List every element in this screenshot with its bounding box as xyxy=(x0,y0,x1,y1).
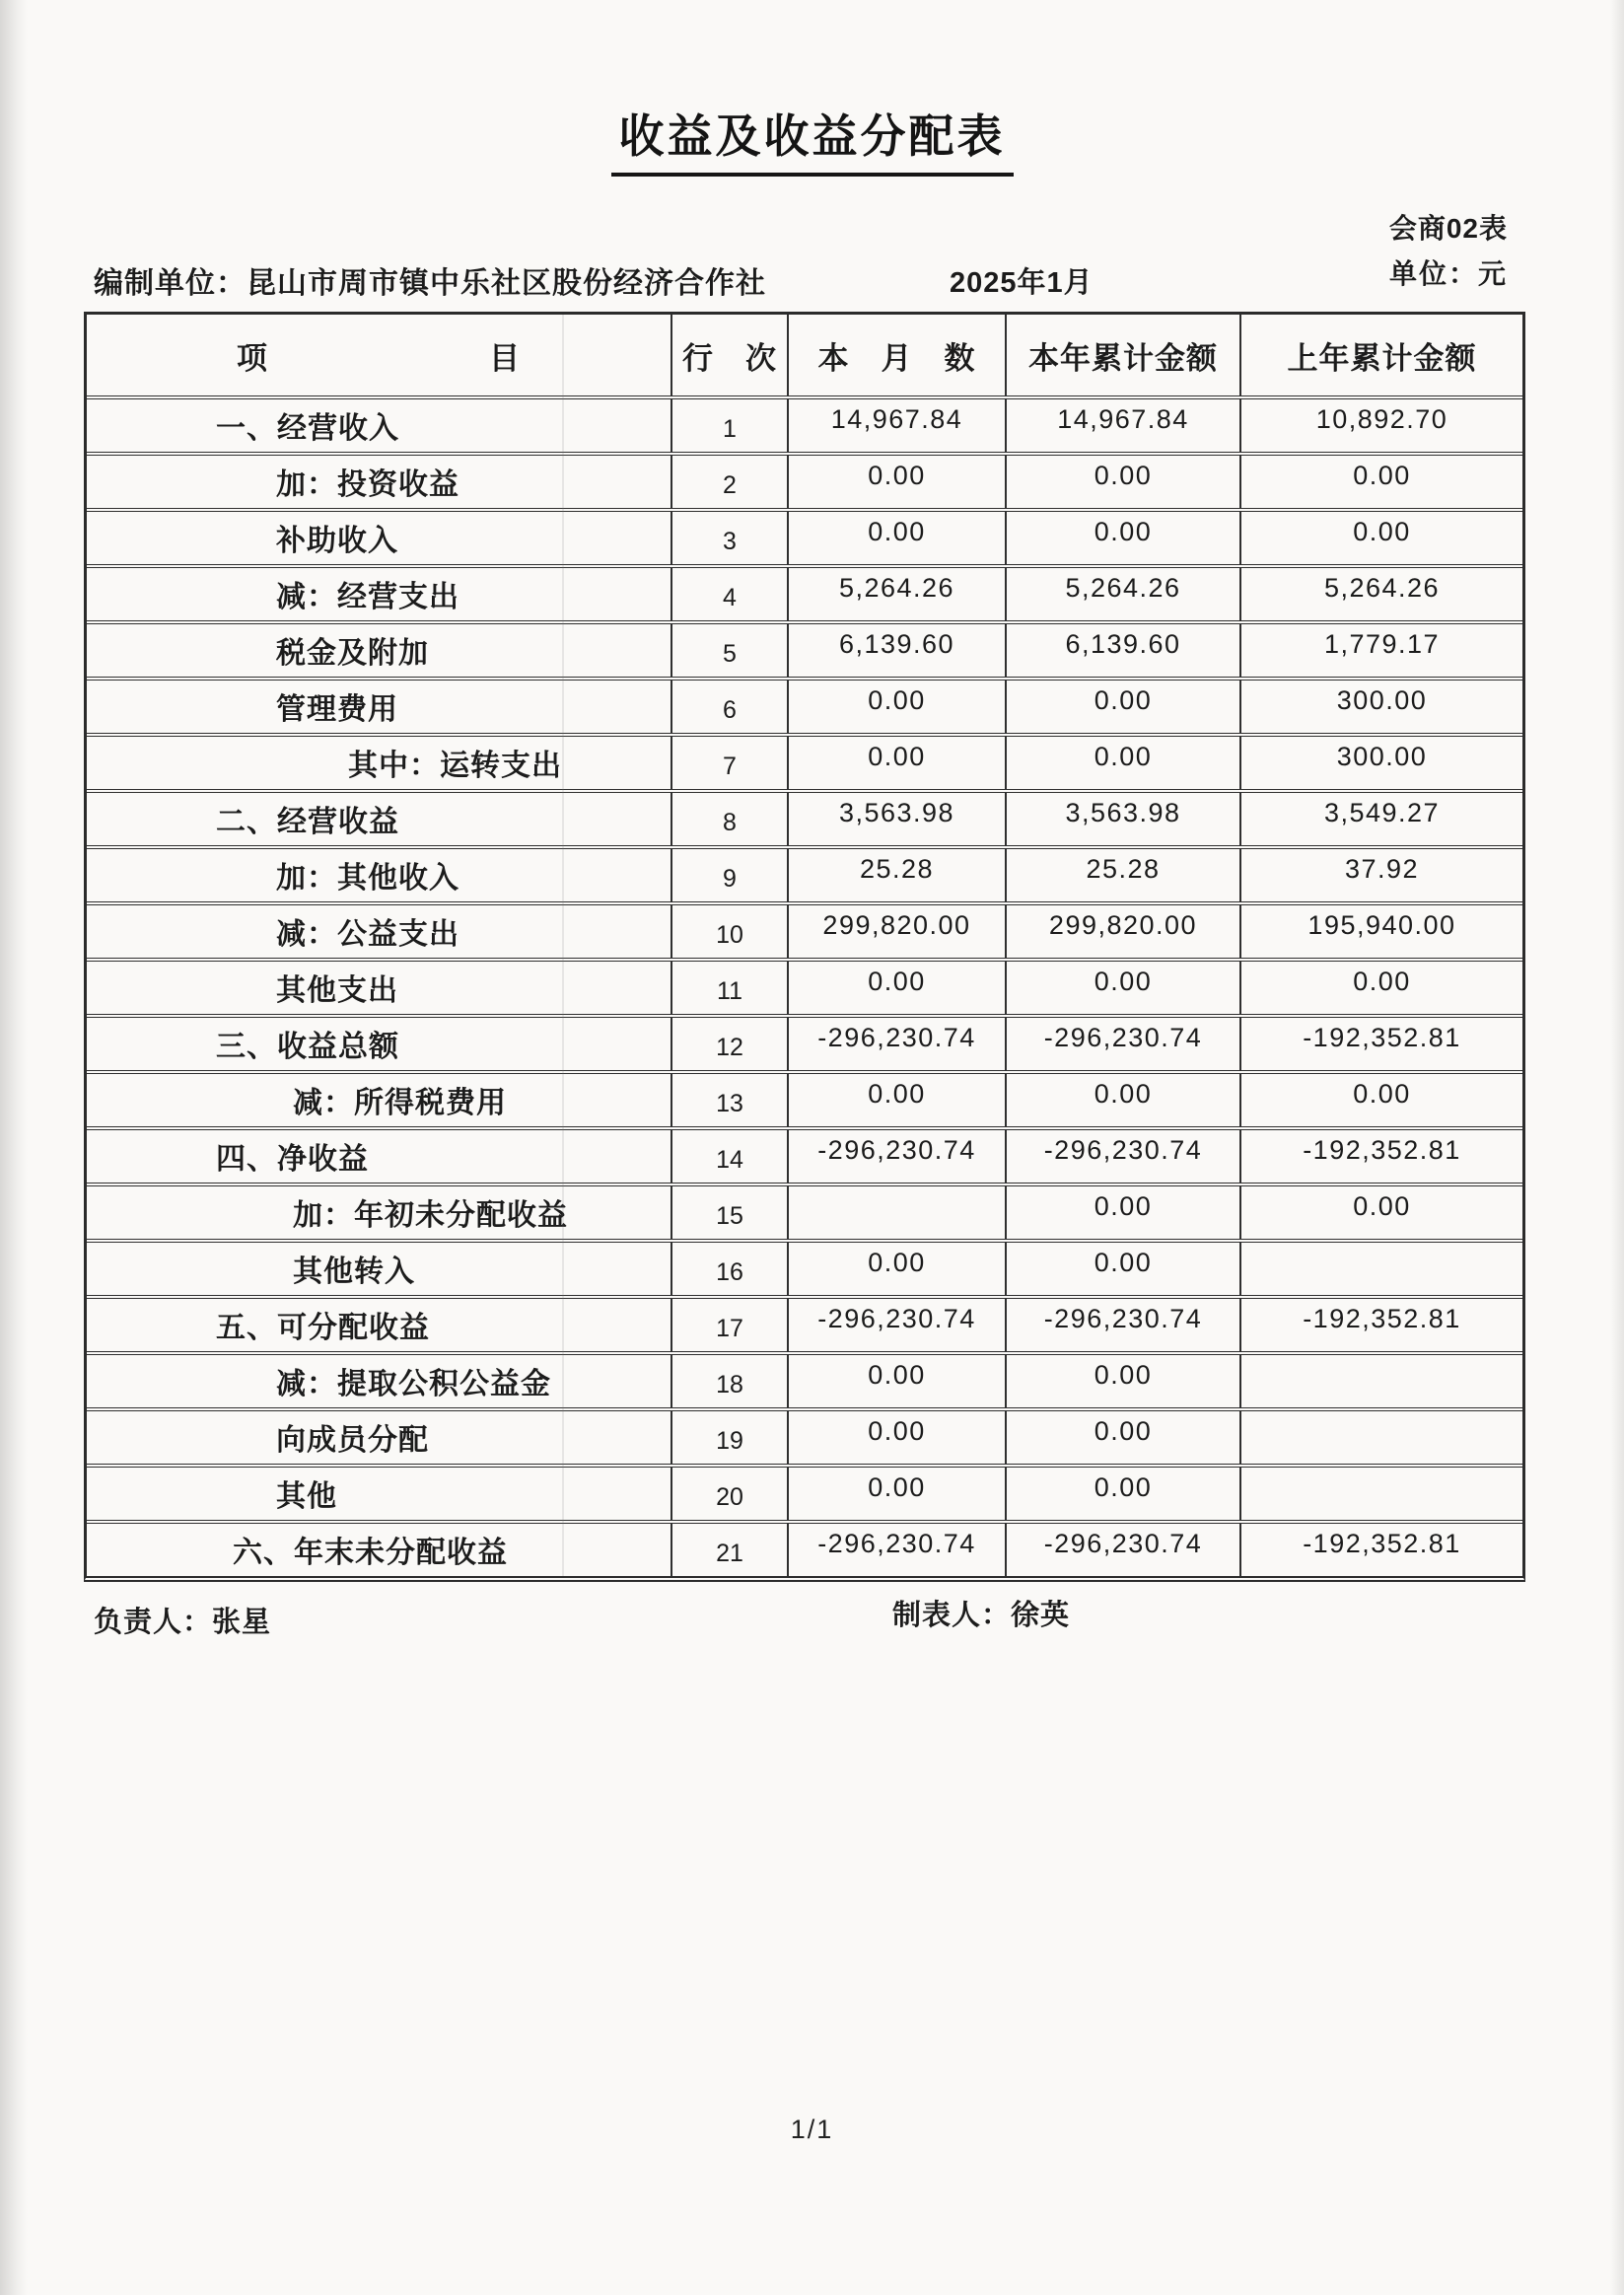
row-month-value: 0.00 xyxy=(868,742,926,771)
row-label: 加：投资收益 xyxy=(276,468,459,501)
row-prev-year-value: -192,352.81 xyxy=(1303,1135,1461,1165)
row-year-value: 0.00 xyxy=(1094,1191,1153,1221)
row-prev-year-value: 37.92 xyxy=(1344,854,1420,884)
row-month-value: 299,820.00 xyxy=(822,910,971,940)
report-title: 收益及收益分配表 xyxy=(611,101,1014,177)
table-row xyxy=(87,1014,1522,1070)
row-month-value: 6,139.60 xyxy=(838,629,955,659)
row-label: 其中：运转支出 xyxy=(348,750,562,782)
row-year-value: 0.00 xyxy=(1094,1079,1153,1109)
row-label: 其他转入 xyxy=(293,1255,415,1288)
row-prev-year-value: 0.00 xyxy=(1353,967,1411,996)
header-line-no: 行 次 xyxy=(671,315,787,395)
table-row xyxy=(87,620,1522,677)
row-label: 其他支出 xyxy=(276,974,398,1007)
table-row xyxy=(87,564,1522,620)
header-year-total: 本年累计金额 xyxy=(1005,315,1239,395)
row-year-value: -296,230.74 xyxy=(1043,1304,1203,1333)
row-month-value: 5,264.26 xyxy=(838,573,955,603)
row-line-number: 11 xyxy=(717,977,742,1005)
row-month-value: 0.00 xyxy=(868,1416,926,1446)
row-line-number: 20 xyxy=(716,1483,743,1511)
row-label: 加：年初未分配收益 xyxy=(293,1199,568,1232)
row-line-number: 5 xyxy=(723,640,737,668)
row-year-value: 0.00 xyxy=(1094,967,1153,996)
header-prev-year-total: 上年累计金额 xyxy=(1239,315,1522,395)
row-month-value: -296,230.74 xyxy=(817,1023,976,1052)
row-year-value: 3,563.98 xyxy=(1065,798,1181,827)
row-label: 税金及附加 xyxy=(276,637,429,670)
row-label: 其他 xyxy=(276,1480,337,1513)
row-month-value: 25.28 xyxy=(859,854,935,884)
row-label: 减：公益支出 xyxy=(276,918,459,951)
row-line-number: 4 xyxy=(723,584,737,611)
row-prev-year-value: 10,892.70 xyxy=(1315,404,1448,434)
row-prev-year-value: -192,352.81 xyxy=(1303,1304,1461,1333)
table-row xyxy=(87,845,1522,901)
row-line-number: 15 xyxy=(716,1202,743,1230)
row-line-number: 16 xyxy=(716,1258,743,1286)
row-month-value: 0.00 xyxy=(868,1472,926,1502)
row-label: 向成员分配 xyxy=(276,1424,429,1457)
row-year-value: 0.00 xyxy=(1094,1248,1153,1277)
row-year-value: 0.00 xyxy=(1094,517,1153,546)
row-prev-year-value: 1,779.17 xyxy=(1323,629,1441,659)
row-prev-year-value: 195,940.00 xyxy=(1307,910,1456,940)
row-line-number: 13 xyxy=(716,1090,743,1117)
row-prev-year-value: -192,352.81 xyxy=(1303,1529,1461,1558)
row-line-number: 19 xyxy=(716,1427,743,1455)
scan-edge-shadow-left xyxy=(0,0,28,2295)
row-month-value: 0.00 xyxy=(868,685,926,715)
row-year-value: -296,230.74 xyxy=(1043,1135,1203,1165)
table-header-row xyxy=(87,315,1522,395)
row-line-number: 7 xyxy=(723,753,737,780)
table-row xyxy=(87,958,1522,1014)
row-line-number: 10 xyxy=(716,921,743,949)
report-title-wrap xyxy=(0,101,1624,177)
table-row xyxy=(87,452,1522,508)
row-label: 四、净收益 xyxy=(216,1143,369,1176)
table-preparer: 制表人：徐英 xyxy=(892,1600,1071,1631)
row-line-number: 2 xyxy=(723,471,737,499)
row-prev-year-value: 0.00 xyxy=(1353,1079,1411,1109)
table-row xyxy=(87,1351,1522,1407)
row-year-value: -296,230.74 xyxy=(1043,1023,1203,1052)
row-line-number: 1 xyxy=(723,415,737,443)
row-month-value: 0.00 xyxy=(868,517,926,546)
row-prev-year-value: 0.00 xyxy=(1353,517,1411,546)
row-year-value: 6,139.60 xyxy=(1065,629,1181,659)
row-label: 一、经营收入 xyxy=(216,412,399,445)
row-line-number: 21 xyxy=(716,1540,743,1567)
row-year-value: 0.00 xyxy=(1094,1472,1153,1502)
row-label: 补助收入 xyxy=(276,525,398,557)
row-month-value: -296,230.74 xyxy=(817,1529,976,1558)
responsible-person: 负责人：张星 xyxy=(94,1607,272,1638)
row-month-value: 14,967.84 xyxy=(830,404,963,434)
row-label: 加：其他收入 xyxy=(276,862,459,895)
row-year-value: 25.28 xyxy=(1086,854,1161,884)
currency-unit: 单位：元 xyxy=(1388,258,1508,289)
row-line-number: 12 xyxy=(716,1034,743,1061)
row-prev-year-value: -192,352.81 xyxy=(1303,1023,1461,1052)
table-row xyxy=(87,1239,1522,1295)
row-year-value: 0.00 xyxy=(1094,461,1153,490)
row-month-value: 0.00 xyxy=(868,1360,926,1390)
row-year-value: 14,967.84 xyxy=(1057,404,1189,434)
table-row xyxy=(87,733,1522,789)
row-line-number: 14 xyxy=(716,1146,743,1174)
row-year-value: 0.00 xyxy=(1094,1360,1153,1390)
row-year-value: 0.00 xyxy=(1094,742,1153,771)
row-year-value: 5,264.26 xyxy=(1065,573,1181,603)
row-prev-year-value: 300.00 xyxy=(1336,742,1428,771)
table-row xyxy=(87,1295,1522,1351)
row-label: 三、收益总额 xyxy=(216,1031,399,1063)
page-number: 1/1 xyxy=(790,2115,834,2144)
row-month-value: 3,563.98 xyxy=(838,798,955,827)
row-year-value: 0.00 xyxy=(1094,1416,1153,1446)
table-row xyxy=(87,1520,1522,1576)
table-body xyxy=(87,395,1522,1576)
row-month-value: 0.00 xyxy=(868,967,926,996)
row-label: 五、可分配收益 xyxy=(216,1312,430,1344)
table-row xyxy=(87,901,1522,958)
table-row xyxy=(87,508,1522,564)
row-prev-year-value: 300.00 xyxy=(1336,685,1428,715)
row-label: 管理费用 xyxy=(276,693,398,726)
row-label: 减：经营支出 xyxy=(276,581,459,613)
row-prev-year-value: 3,549.27 xyxy=(1323,798,1441,827)
income-distribution-table xyxy=(84,312,1525,1582)
prepared-by: 编制单位：昆山市周市镇中乐社区股份经济合作社 xyxy=(94,267,766,300)
table-row xyxy=(87,1464,1522,1520)
row-prev-year-value: 0.00 xyxy=(1353,461,1411,490)
row-prev-year-value: 0.00 xyxy=(1353,1191,1411,1221)
scan-crease-line xyxy=(562,315,564,1576)
row-year-value: 0.00 xyxy=(1094,685,1153,715)
header-current-month: 本 月 数 xyxy=(787,315,1005,395)
header-item: 项 目 xyxy=(237,340,521,376)
table-row xyxy=(87,1407,1522,1464)
table-row xyxy=(87,1070,1522,1126)
row-month-value: 0.00 xyxy=(868,1248,926,1277)
row-prev-year-value: 5,264.26 xyxy=(1323,573,1441,603)
row-label: 减：所得税费用 xyxy=(293,1087,507,1119)
table-row xyxy=(87,789,1522,845)
row-line-number: 18 xyxy=(716,1371,743,1399)
scan-edge-shadow-right xyxy=(1610,0,1624,2295)
row-month-value: 0.00 xyxy=(868,1079,926,1109)
report-period: 2025年1月 xyxy=(950,267,1094,299)
row-line-number: 9 xyxy=(723,865,737,893)
row-month-value: -296,230.74 xyxy=(817,1304,976,1333)
row-label: 六、年末未分配收益 xyxy=(233,1537,508,1569)
table-row xyxy=(87,1126,1522,1183)
row-line-number: 17 xyxy=(716,1315,743,1342)
table-row xyxy=(87,677,1522,733)
row-line-number: 8 xyxy=(723,809,737,836)
row-label: 减：提取公积公益金 xyxy=(276,1368,551,1400)
form-code: 会商02表 xyxy=(1388,213,1508,244)
row-line-number: 3 xyxy=(723,528,737,555)
table-row xyxy=(87,395,1522,452)
row-year-value: 299,820.00 xyxy=(1048,910,1198,940)
row-month-value: 0.00 xyxy=(868,461,926,490)
table-row xyxy=(87,1183,1522,1239)
row-line-number: 6 xyxy=(723,696,737,724)
row-month-value: -296,230.74 xyxy=(817,1135,976,1165)
row-label: 二、经营收益 xyxy=(216,806,399,838)
row-year-value: -296,230.74 xyxy=(1043,1529,1203,1558)
